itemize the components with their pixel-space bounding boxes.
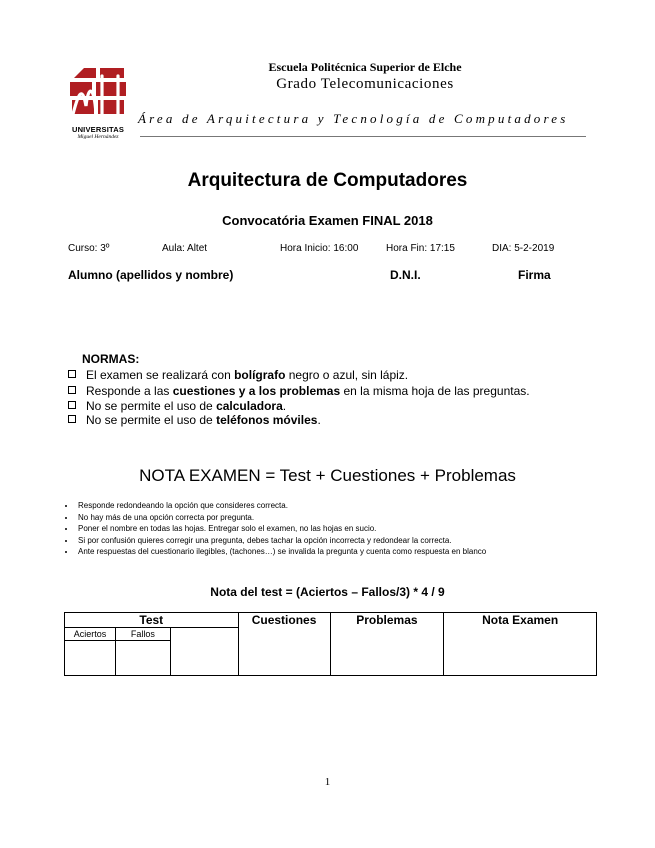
logo-subtext: Miguel Hernández: [77, 134, 119, 140]
grade-formula: NOTA EXAMEN = Test + Cuestiones + Problemas: [139, 466, 516, 485]
course-label: Curso: 3º: [68, 243, 110, 254]
header-problemas: Problemas: [330, 613, 444, 676]
end-time-label: Hora Fin: 17:15: [386, 243, 455, 254]
test-formula: Nota del test = (Aciertos – Fallos/3) * 4 / 9: [210, 585, 445, 599]
start-time-label: Hora Inicio: 16:00: [280, 243, 359, 254]
fallos-cell[interactable]: [115, 641, 170, 676]
checkbox-square-icon: [68, 415, 76, 423]
header-cuestiones: Cuestiones: [238, 613, 330, 676]
instruction-item: • No hay más de una opción correcta por pregunta.: [76, 512, 611, 524]
exam-subtitle: Convocatória Examen FINAL 2018: [222, 213, 433, 228]
logo-text: UNIVERSITAS: [71, 125, 125, 134]
page-title: Arquitectura de Computadores: [187, 170, 468, 191]
grade-table: [64, 612, 597, 676]
header-test: Test: [65, 613, 239, 628]
rules-title: NORMAS:: [82, 352, 140, 366]
date-label: DIA: 5-2-2019: [492, 243, 555, 254]
instruction-item: • Si por confusión quieres corregir una pregunta, debes tachar la opción incorrecta y redondear la correcta.: [76, 535, 611, 547]
area-name: Área de Arquitectura y Tecnología de Computadores: [138, 111, 569, 126]
rule-item: Responde a las cuestiones y a los problemas en la misma hoja de las preguntas.: [68, 384, 530, 398]
subheader-fallos: Fallos: [115, 628, 170, 641]
header-divider: [140, 136, 586, 137]
dni-field: D.N.I.: [390, 268, 421, 282]
rule-item: No se permite el uso de teléfonos móviles.: [68, 413, 321, 427]
subheader-aciertos: Aciertos: [65, 628, 116, 641]
instruction-item: • Poner el nombre en todas las hojas. Entregar solo el examen, no las hojas en sucio.: [76, 523, 611, 535]
checkbox-square-icon: [68, 370, 76, 378]
checkbox-square-icon: [68, 401, 76, 409]
school-name: Escuela Politécnica Superior de Elche: [268, 60, 462, 74]
rule-item: El examen se realizará con bolígrafo negro o azul, sin lápiz.: [68, 368, 408, 382]
page-number: 1: [324, 776, 331, 788]
room-label: Aula: Altet: [162, 243, 208, 254]
instruction-list: [64, 500, 611, 558]
checkbox-square-icon: [68, 386, 76, 394]
student-name-field: Alumno (apellidos y nombre): [68, 268, 234, 282]
header-nota-examen: Nota Examen: [444, 613, 597, 676]
instruction-item: • Ante respuestas del cuestionario ilegibles, (tachones…) se invalida la pregunta y cuenta como respuesta en blanco: [76, 546, 611, 558]
signature-field: Firma: [518, 268, 551, 282]
instruction-item: • Responde redondeando la opción que consideres correcta.: [76, 500, 611, 512]
rule-item: No se permite el uso de calculadora.: [68, 399, 286, 413]
test-score-cell[interactable]: [170, 628, 238, 676]
degree-name: Grado Telecomunicaciones: [276, 76, 454, 92]
university-logo: [66, 64, 130, 142]
aciertos-cell[interactable]: [65, 641, 116, 676]
